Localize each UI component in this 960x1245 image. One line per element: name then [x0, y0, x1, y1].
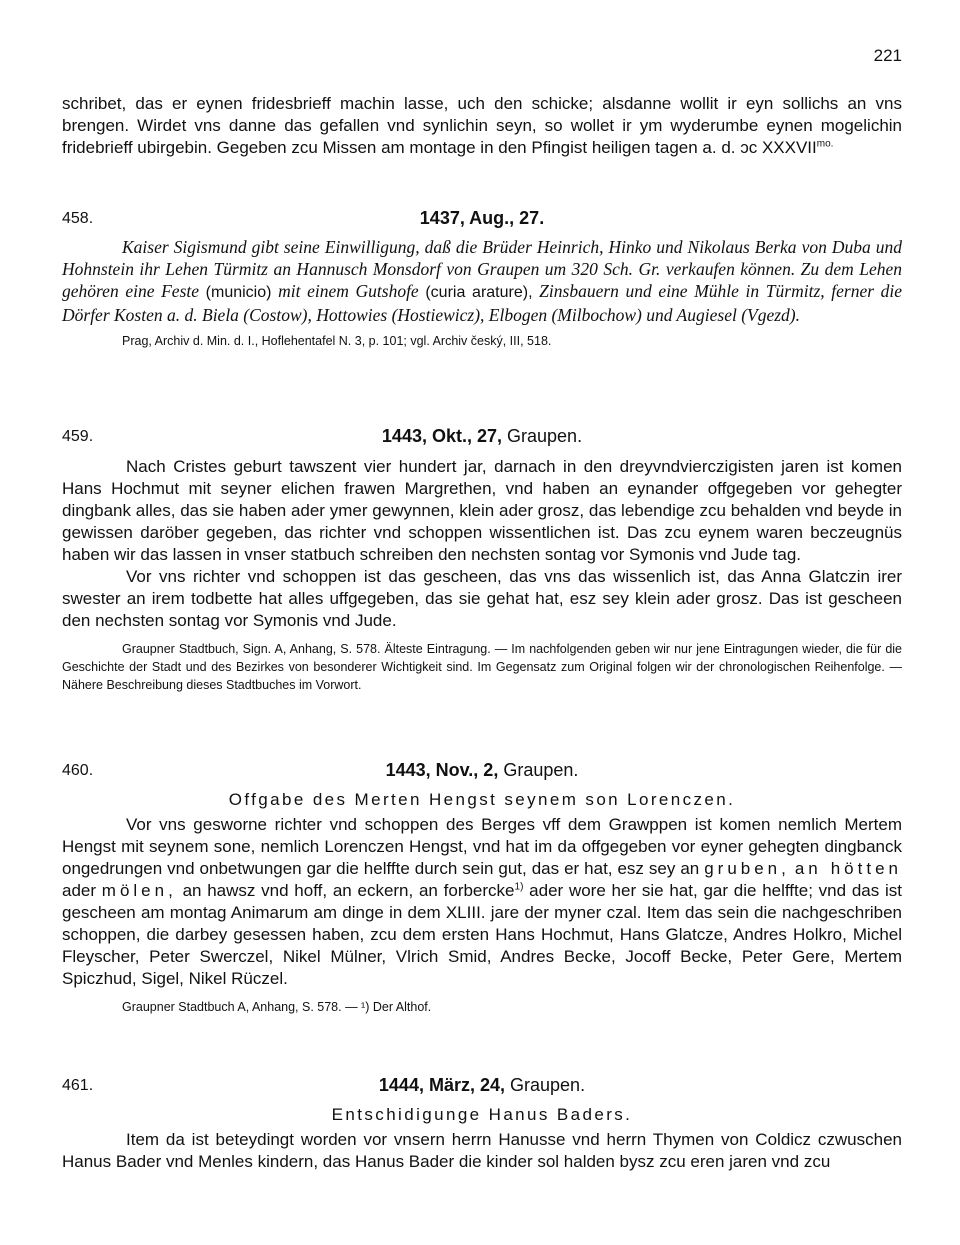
entry-date — [62, 208, 902, 229]
entry-date — [62, 760, 902, 781]
text-run: ader — [62, 881, 97, 900]
continuation-sup: mo. — [816, 138, 834, 150]
entry-number: 458. — [62, 210, 94, 227]
spaced-word: an hötten — [794, 859, 902, 878]
regest-latin: (curia arature), — [425, 284, 533, 301]
source-note: Graupner Stadtbuch A, Anhang, S. 578. — ¹) Der Althof. — [122, 1000, 432, 1014]
entry-461 — [62, 1075, 902, 1173]
text-run: an hawsz vnd hoff, an eckern, an forbercke — [182, 881, 515, 900]
text-run: Vor vns gesworne richter vnd schoppen des Berges vff dem Grawppen ist komen nemlich Mertem Hengst mit seynem sone, nemlich Lorenczen Hengst, vnd hat im da offgegeben vor eyner gehegten dingbanck ongedrungen vnd onbetwungen gar die helffte durch sein gut, das er hat, esz sey an — [62, 815, 902, 878]
source-note: Graupner Stadtbuch, Sign. A, Anhang, S. 578. Älteste Eintragung. — Im nachfolgenden geben wir nur jene Eintragungen wieder, die für die Geschichte der Stadt und des Bezirkes von besonderer Wichtigkeit sind. Im Gegensatz zum Original folgen wir der chronologischen Reihenfolge. — Nähere Beschreibung dieses Stadtbuches im Vorwort. — [62, 642, 902, 692]
entry-458 — [62, 208, 902, 350]
text-paragraph — [62, 814, 902, 990]
entry-date-bold: 1443, Nov., 2, — [385, 760, 499, 780]
entry-461-head — [62, 1075, 902, 1099]
entry-459 — [62, 426, 902, 694]
regest-text: Kaiser Sigismund gibt seine Einwilligung, daß die Brüder Heinrich, Hinko und Nikolaus Berka von Duba und Hohnstein ihr Lehen Türmitz an Hannusch Monsdorf von Graupen um 320 Sch. Gr. verkaufen können. Zu dem Lehen gehören eine Feste — [62, 237, 902, 301]
regest — [62, 236, 902, 326]
entry-date-bold: 1444, März, 24, — [378, 1075, 505, 1095]
text-paragraph: Nach Cristes geburt tawszent vier hundert jar, darnach in den dreyvndvierczigisten jaren ist komen Hans Hochmut mit seyner elichen frawen Margrethen, vnd haben an eynander offgegeben vor gehegter dingbank alles, das sie haben ader ymer gewynnen, klein ader grosz, das lebendige zcu behalden vnd beyde in gewissen daröber gegeben, das richter vnd schoppen wissentlichen ist. Das zcu eynem waren beczeugnüs haben wir das lassen in vnser statbuch schreiben den nechsten sontag vor Symonis vnd Jude tag. — [62, 457, 902, 564]
entry-place: Graupen. — [507, 426, 583, 446]
footnote-ref: 1) — [514, 881, 524, 893]
entry-place: Graupen. — [510, 1075, 586, 1095]
entry-number: 461. — [62, 1077, 94, 1094]
continuation-paragraph — [62, 93, 902, 159]
text-run: ader wore her sie hat, gar die helffte; vnd das ist gescheen am montag Animarum am dinge in dem XLIII. jare der myner czal. Item das sein die nachgeschriben schoppen, die darbey gesessen haben, zcu dem ersten Hans Hochmut, Hans Glatcze, Andres Holkro, Michel Fleyscher, Peter Swerczel, Nikel Mülner, Vlrich Smid, Andres Becke, Jocoff Becke, Peter Gere, Mertem Spiczhud, Sigel, Nikel Rüczel. — [62, 881, 902, 988]
entry-date — [62, 1075, 902, 1096]
entry-460-head — [62, 760, 902, 784]
entry-number: 459. — [62, 428, 94, 445]
text-paragraph: Item da ist beteydingt worden vor vnsern herrn Hanusse vnd herrn Thymen von Coldicz czwuschen Hanus Bader vnd Menles kindern, das Hanus Bader die kinder sol halden bysz zcu eren jaren vnd zcu — [62, 1130, 902, 1171]
regest-text: Zinsbauern und eine Mühle in Türmitz, ferner die Dörfer Kosten a. d. Biela (Costow), Hottowies (Hostiewicz), Elbogen (Milbochow) und Augiesel (Vgezd). — [62, 281, 903, 325]
entry-460 — [62, 760, 902, 1016]
regest-text: mit einem Gutshofe — [278, 281, 419, 301]
entry-title: Offgabe des Merten Hengst seynem son Lorenczen. — [228, 790, 736, 809]
spaced-word: mölen, — [101, 881, 177, 900]
entry-date-bold: 1437, Aug., 27. — [419, 208, 545, 228]
source-note: Prag, Archiv d. Min. d. I., Hoflehentafel N. 3, p. 101; vgl. Archiv český, III, 518. — [122, 334, 552, 348]
entry-458-head — [62, 208, 902, 232]
entry-place: Graupen. — [503, 760, 579, 780]
entry-number: 460. — [62, 762, 94, 779]
regest-latin: (municio) — [205, 284, 272, 301]
spaced-word: gruben, — [704, 859, 790, 878]
page-number: 221 — [873, 46, 902, 65]
text-paragraph: Vor vns richter vnd schoppen ist das gescheen, das vns das wissenlich ist, das Anna Glatczin irer swester an irem todbette hat alles uffgegeben, das sie gehat hat, esz sey klein ader grosz. Das ist gescheen den nechsten sontag vor Symonis vnd Jude. — [62, 567, 902, 630]
entry-title: Entschidigunge Hanus Baders. — [331, 1105, 633, 1124]
entry-date-bold: 1443, Okt., 27, — [381, 426, 502, 446]
entry-459-head — [62, 426, 902, 450]
continuation-text: schribet, das er eynen fridesbrieff machin lasse, uch den schicke; alsdanne wollit ir eyn sollichs an vns brengen. Wirdet vns danne das gefallen vnd synlichin seyn, so wollet ir ym wyderumbe eynen mogelichin fridebrieff ubirgebin. Gegeben zcu Missen am montage in den Pfingist heiligen tagen a. d. ɔc XXXVII — [62, 94, 902, 157]
entry-date — [62, 426, 902, 447]
